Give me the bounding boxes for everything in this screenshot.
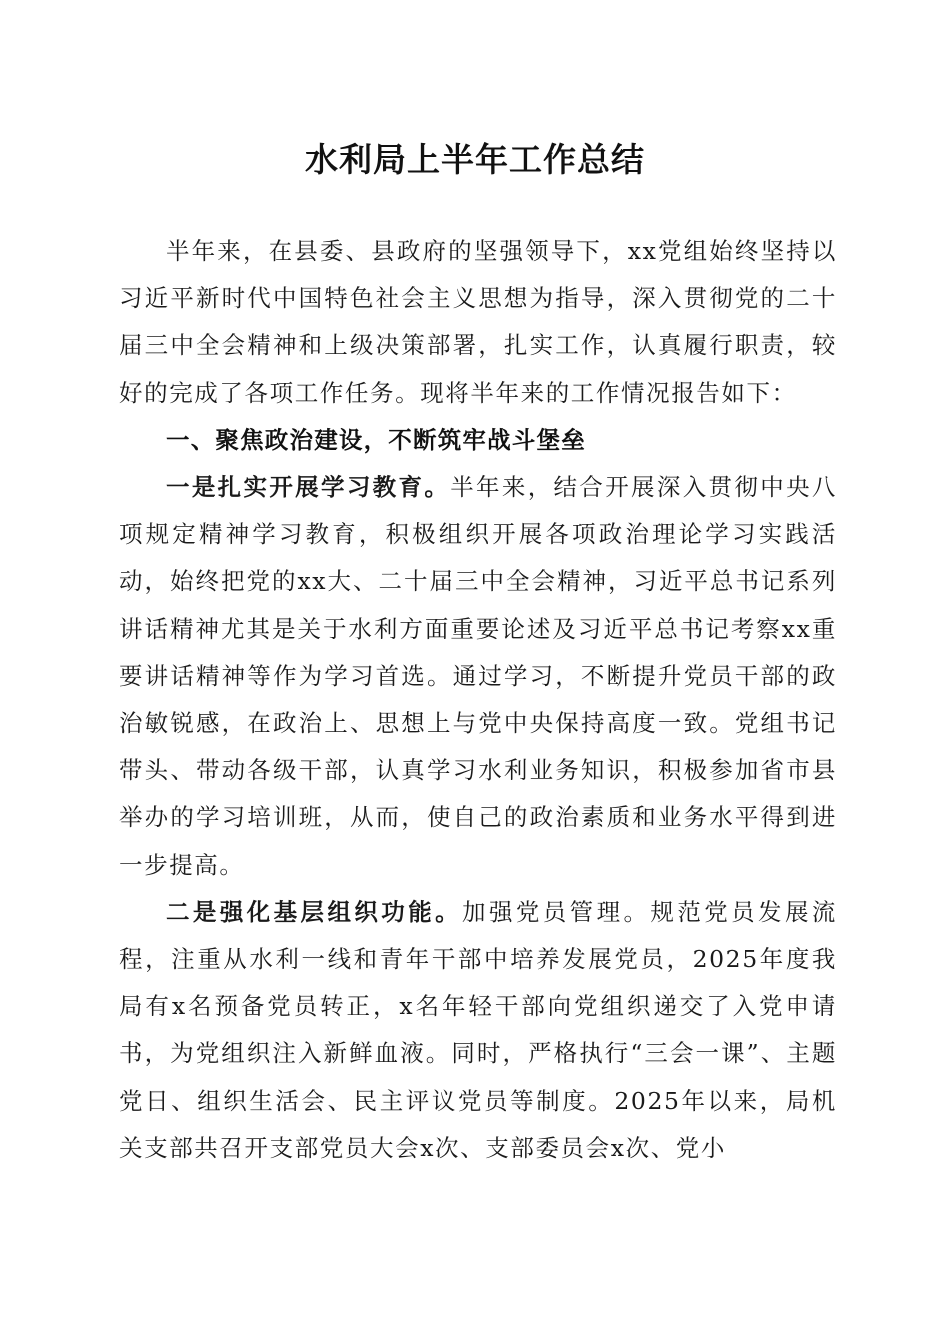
document-body <box>119 228 837 1172</box>
paragraph-lead: 二是强化基层组织功能。 <box>166 897 463 926</box>
paragraph-lead: 一是扎实开展学习教育。 <box>166 473 451 502</box>
section-heading: 一、聚焦政治建设，不断筑牢战斗堡垒 <box>166 425 586 454</box>
paragraph-study-education <box>119 464 837 889</box>
paragraph-text: 加强党员管理。规范党员发展流程，注重从水利一线和青年干部中培养发展党员，2025年度我局有x名预备党员转正，x名年轻干部向党组织递交了入党申请书，为党组织注入新鲜血液。同时，严格执行“三会一课”、主题党日、组织生活会、民主评议党员等制度。2025年以来，局机关支部共召开支部党员大会x次、支部委员会x次、党小 <box>119 897 837 1162</box>
paragraph-grassroots-organization <box>119 889 837 1172</box>
document-title: 水利局上半年工作总结 <box>305 140 645 179</box>
paragraph-text: 半年来，结合开展深入贯彻中央八项规定精神学习教育，积极组织开展各项政治理论学习实践活动，始终把党的xx大、二十届三中全会精神，习近平总书记系列讲话精神尤其是关于水利方面重要论述及习近平总书记考察xx重要讲话精神等作为学习首选。通过学习，不断提升党员干部的政治敏锐感，在政治上、思想上与党中央保持高度一致。党组书记带头、带动各级干部，认真学习水利业务知识，积极参加省市县举办的学习培训班，从而，使自己的政治素质和业务水平得到进一步提高。 <box>119 473 838 879</box>
intro-paragraph: 半年来，在县委、县政府的坚强领导下，xx党组始终坚持以习近平新时代中国特色社会主义思想为指导，深入贯彻党的二十届三中全会精神和上级决策部署，扎实工作，认真履行职责，较好的完成了各项工作任务。现将半年来的工作情况报告如下： <box>119 237 837 407</box>
